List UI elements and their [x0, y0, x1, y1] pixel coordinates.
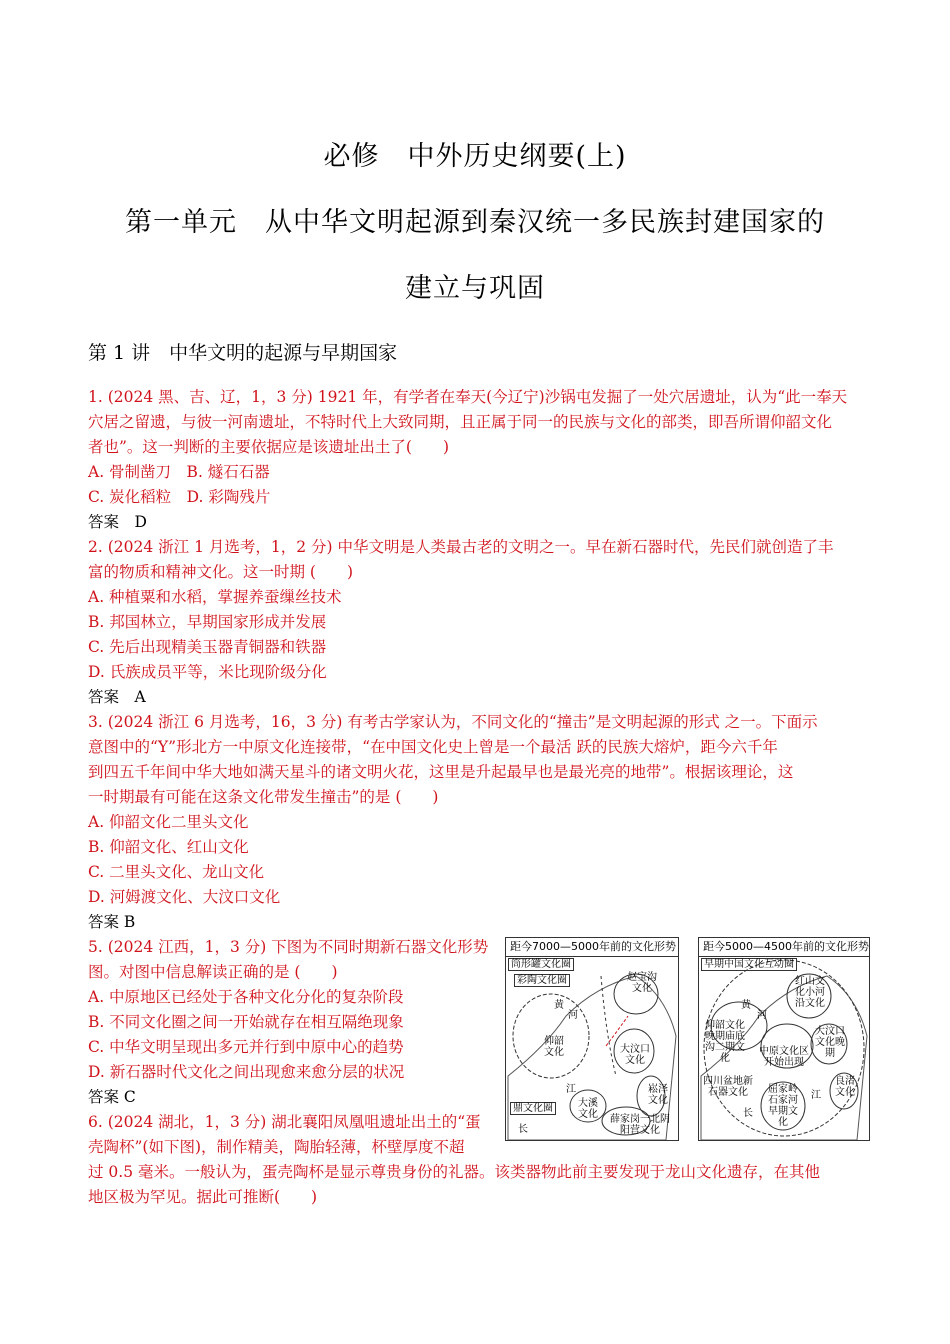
question-stem-line: 穴居之留遗，与彼一河南遗址，不特时代上大致同期，且正属于同一的民族与文化的部类，即吾所谓仰韶文化 [88, 413, 833, 431]
map-label: 黄 [554, 1000, 564, 1011]
question-option: D. 新石器时代文化之间出现愈来愈分层的状况 [88, 1063, 405, 1081]
question-stem-line: 壳陶杯”(如下图)，制作精美，陶胎轻薄，杯壁厚度不超 [88, 1138, 465, 1156]
question-option: A. 种植粟和水稻，掌握养蚕缫丝技术 [88, 588, 342, 606]
question-stem-line: 富的物质和精神文化。这一时期 ( ) [88, 563, 354, 581]
map-label: 赵宝沟文化 [627, 972, 657, 994]
answer: 答案 D [88, 513, 147, 531]
question-stem-line: 2. (2024 浙江 1 月选考，1，2 分) 中华文明是人类最古老的文明之一。早在新石器时代，先民们就创造了丰 [88, 538, 834, 556]
map-label: 河 [568, 1010, 578, 1021]
answer: 答案 B [88, 913, 136, 931]
question-stem-line: 一时期最有可能在这条文化带发生撞击”的是 ( ) [88, 788, 439, 806]
question-option: C. 先后出现精美玉器青铜器和铁器 [88, 638, 327, 656]
question-option: B. 不同文化圈之间一开始就存在相互隔绝现象 [88, 1013, 404, 1031]
map-label: 鼎文化圈 [510, 1102, 556, 1115]
map-label: 大汶口文化晚期 [815, 1026, 845, 1059]
unit-title-line1: 第一单元 从中华文明起源到秦汉统一多民族封建国家的 [125, 207, 825, 238]
answer: 答案 A [88, 688, 146, 706]
map-right [698, 937, 870, 1141]
question-stem-line: 6. (2024 湖北，1，3 分) 湖北襄阳凤凰咀遗址出土的“蛋 [88, 1113, 481, 1131]
question-stem-line: 3. (2024 浙江 6 月选考，16，3 分) 有考古学家认为，不同文化的“撞击”是文明起源的形式 之一。下面示 [88, 713, 818, 731]
map-label: 长 [518, 1124, 528, 1135]
map-label: 长 [743, 1108, 753, 1119]
map-label: 薛家岗一北阴阳营文化 [610, 1114, 670, 1136]
map-label: 筒形罐文化圈 [508, 958, 574, 971]
map-label: 江 [811, 1090, 821, 1101]
question-stem-line: 地区极为罕见。据此可推断( ) [88, 1188, 318, 1206]
map-label: 早期中国文化互动圈 [701, 958, 797, 971]
question-option: A. 中原地区已经处于各种文化分化的复杂阶段 [88, 988, 404, 1006]
question-stem-line: 图。对图中信息解读正确的是 ( ) [88, 963, 338, 981]
question-option: C. 二里头文化、龙山文化 [88, 863, 265, 881]
question-option: A. 骨制凿刀 B. 燧石石器 [88, 463, 270, 481]
question-option: C. 中华文明呈现出多元并行到中原中心的趋势 [88, 1038, 404, 1056]
question-option: D. 氏族成员平等，米比现阶级分化 [88, 663, 327, 681]
map-label: 大汶口文化 [620, 1044, 650, 1066]
map-label: 中原文化区开始出现 [759, 1046, 809, 1068]
unit-title-line2: 建立与巩固 [405, 273, 545, 304]
map-caption: 距今5000—4500年前的文化形势 [699, 938, 869, 957]
question-stem-line: 者也”。这一判断的主要依据应是该遗址出土了( ) [88, 438, 450, 456]
question-option: D. 河姆渡文化、大汶口文化 [88, 888, 281, 906]
question-5 [88, 935, 498, 1110]
map-label: 河 [757, 1010, 767, 1021]
map-label: 仰韶文化晚期庙底沟二期文化 [705, 1020, 745, 1064]
question-stem-line: 过 0.5 毫米。一般认为，蛋壳陶杯是显示尊贵身份的礼器。该类器物此前主要发现于龙山文化遗存，在其他 [88, 1163, 821, 1181]
question-stem-line: 意图中的“Y”形北方一中原文化连接带，“在中国文化史上曾是一个最活 跃的民族大熔炉，距今六千年 [88, 738, 778, 756]
question-option: A. 仰韶文化二里头文化 [88, 813, 249, 831]
map-label: 红山文化小河沿文化 [795, 976, 825, 1009]
question-2 [88, 535, 868, 710]
map-label: 江 [566, 1084, 576, 1095]
question-option: B. 邦国林立，早期国家形成并发展 [88, 613, 327, 631]
question-option: B. 仰韶文化、红山文化 [88, 838, 249, 856]
question-1 [88, 385, 868, 535]
map-label: 大溪文化 [578, 1098, 598, 1120]
map-label: 仰韶文化 [544, 1036, 564, 1058]
answer: 答案 C [88, 1088, 136, 1106]
question-3 [88, 710, 868, 935]
map-label: 彩陶文化圈 [514, 974, 570, 987]
lesson-title: 第 1 讲 中华文明的起源与早期国家 [88, 342, 398, 364]
course-title: 必修 中外历史纲要(上) [323, 141, 627, 172]
map-label: 黄 [741, 1000, 751, 1011]
question-stem-line: 1. (2024 黑、吉、辽，1，3 分) 1921 年，有学者在奉天(今辽宁)沙锅屯发掘了一处穴居遗址，认为“此一奉天 [88, 388, 848, 406]
map-label: 四川盆地新石器文化 [703, 1076, 753, 1098]
map-label: 良渚文化 [835, 1076, 855, 1098]
map-label: 屈家岭石家河早期文化 [768, 1084, 798, 1128]
question-option: C. 炭化稻粒 D. 彩陶残片 [88, 488, 271, 506]
map-label: 崧泽文化 [648, 1084, 668, 1106]
map-left [505, 937, 679, 1141]
question-stem-line: 5. (2024 江西，1，3 分) 下图为不同时期新石器文化形势 [88, 938, 489, 956]
map-caption: 距今7000—5000年前的文化形势 [506, 938, 678, 957]
question-stem-line: 到四五千年间中华大地如满天星斗的诸文明火花，这里是升起最早也是最光亮的地带”。根据该理论，这 [88, 763, 794, 781]
